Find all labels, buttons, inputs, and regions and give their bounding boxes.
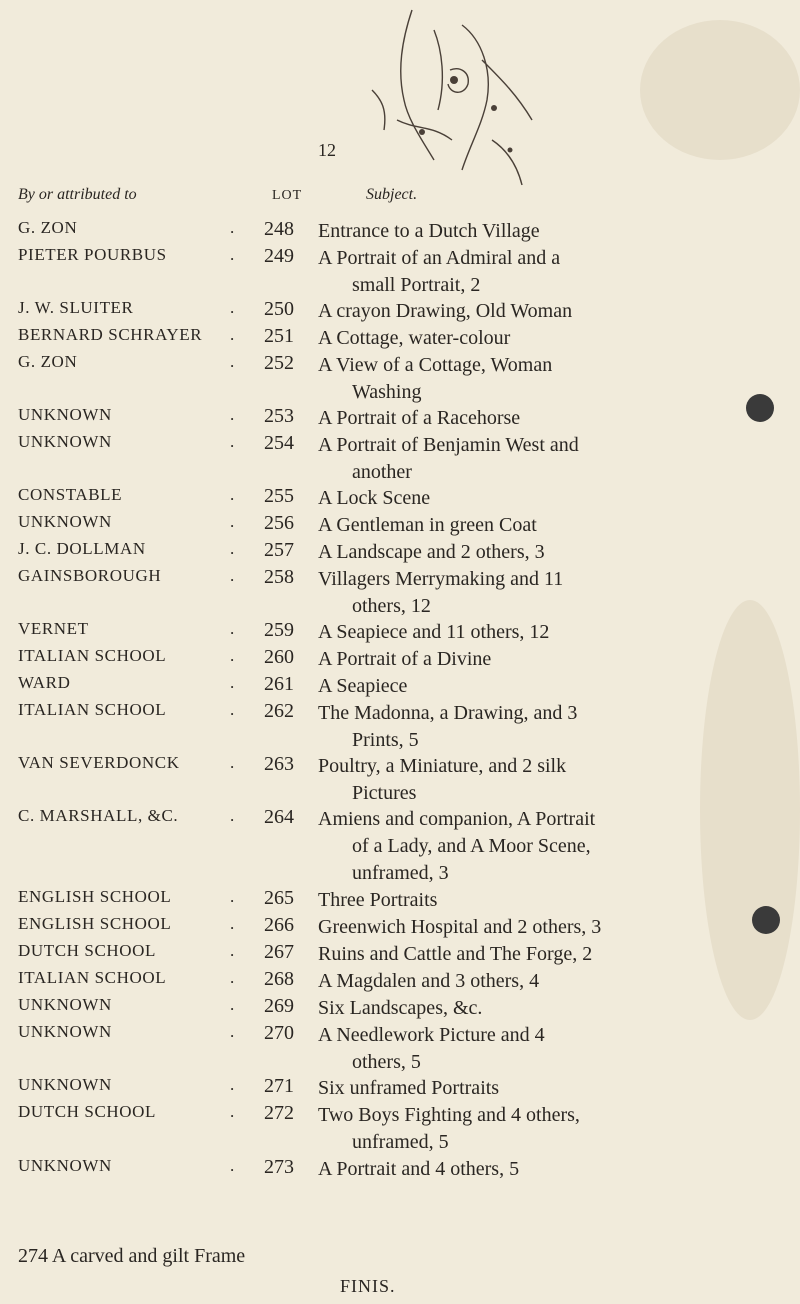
lot-subject-line: Washing xyxy=(352,381,422,403)
lot-subject-line: Six unframed Portraits xyxy=(318,1077,500,1099)
lot-subject xyxy=(318,1102,790,1156)
lot-subject xyxy=(318,1075,790,1102)
lot-subject-line: A Portrait of a Divine xyxy=(318,648,492,670)
lot-subject-line: unframed, 3 xyxy=(352,862,449,884)
artist-column-header: By or attributed to xyxy=(18,186,137,203)
leader-dot: . xyxy=(230,673,235,692)
lot-subject-line: A Portrait and 4 others, 5 xyxy=(318,1158,520,1180)
lot-subject-line: Amiens and companion, A Portrait xyxy=(318,808,596,830)
lot-subject-line: Ruins and Cattle and The Forge, 2 xyxy=(318,943,593,965)
lot-artist: DUTCH SCHOOL xyxy=(18,941,157,960)
leader-dot: . xyxy=(230,1102,235,1121)
lot-subject xyxy=(318,485,790,512)
leader-dot: . xyxy=(230,539,235,558)
lot-subject xyxy=(318,646,790,673)
lot-subject xyxy=(318,941,790,968)
lot-artist: UNKNOWN xyxy=(18,1156,112,1175)
lot-number: 248 xyxy=(264,218,294,240)
lot-artist: G. ZON xyxy=(18,352,78,371)
lot-subject-line: A Portrait of a Racehorse xyxy=(318,407,521,429)
lot-subject-line: Poultry, a Miniature, and 2 silk xyxy=(318,755,567,777)
lot-subject xyxy=(318,566,790,620)
lot-number: 266 xyxy=(264,914,294,936)
lot-artist: UNKNOWN xyxy=(18,1022,112,1041)
leader-dot: . xyxy=(230,968,235,987)
lot-column-header: LOT xyxy=(272,188,303,203)
lot-number: 259 xyxy=(264,619,294,641)
lot-subject-line: A Gentleman in green Coat xyxy=(318,514,537,536)
lot-subject-line: Villagers Merrymaking and 11 xyxy=(318,568,564,590)
lot-subject-line: Entrance to a Dutch Village xyxy=(318,220,540,242)
lot-number: 267 xyxy=(264,941,294,963)
lot-subject xyxy=(318,298,790,325)
lot-subject-line: A Cottage, water-colour xyxy=(318,327,511,349)
lot-subject xyxy=(318,1156,790,1183)
lot-number: 254 xyxy=(264,432,294,454)
lot-artist: ITALIAN SCHOOL xyxy=(18,968,167,987)
lot-artist: DUTCH SCHOOL xyxy=(18,1102,157,1121)
lot-subject-line: A Lock Scene xyxy=(318,487,431,509)
leader-dot: . xyxy=(230,646,235,665)
lot-number: 272 xyxy=(264,1102,294,1124)
lot-artist: ITALIAN SCHOOL xyxy=(18,700,167,719)
leader-dot: . xyxy=(230,806,235,825)
lot-number: 265 xyxy=(264,887,294,909)
lot-subject-line: A Seapiece and 11 others, 12 xyxy=(318,621,550,643)
leader-dot: . xyxy=(230,485,235,504)
lot-subject-line: Two Boys Fighting and 4 others, xyxy=(318,1104,580,1126)
margin-ornament xyxy=(746,394,774,422)
lot-artist: UNKNOWN xyxy=(18,512,112,531)
lot-subject-line: A Portrait of Benjamin West and xyxy=(318,434,579,456)
lot-number: 257 xyxy=(264,539,294,561)
lot-artist: BERNARD SCHRAYER xyxy=(18,325,203,344)
lot-artist: UNKNOWN xyxy=(18,995,112,1014)
lot-subject xyxy=(318,887,790,914)
lot-subject-line: A crayon Drawing, Old Woman xyxy=(318,300,573,322)
lot-artist: PIETER POURBUS xyxy=(18,245,167,264)
lot-number: 249 xyxy=(264,245,294,267)
lot-artist: J. W. SLUITER xyxy=(18,298,134,317)
lot-subject xyxy=(318,539,790,566)
lot-subject-line: small Portrait, 2 xyxy=(352,274,481,296)
lot-number: 270 xyxy=(264,1022,294,1044)
lot-number: 255 xyxy=(264,485,294,507)
lot-artist: J. C. DOLLMAN xyxy=(18,539,146,558)
lot-subject xyxy=(318,512,790,539)
leader-dot: . xyxy=(230,218,235,237)
lot-number: 258 xyxy=(264,566,294,588)
lot-number: 268 xyxy=(264,968,294,990)
lot-subject-line: A Portrait of an Admiral and a xyxy=(318,247,561,269)
margin-ornament xyxy=(752,906,780,934)
lot-subject xyxy=(318,1022,790,1076)
lot-subject-line: A View of a Cottage, Woman xyxy=(318,354,553,376)
lot-subject-line: Greenwich Hospital and 2 others, 3 xyxy=(318,916,602,938)
lot-subject xyxy=(318,218,790,245)
final-lot-entry: 274 A carved and gilt Frame xyxy=(18,1245,246,1267)
lot-subject-line: A Magdalen and 3 others, 4 xyxy=(318,970,540,992)
lot-subject-line: Pictures xyxy=(352,782,417,804)
leader-dot: . xyxy=(230,995,235,1014)
subject-column-header: Subject. xyxy=(366,186,418,203)
leader-dot: . xyxy=(230,405,235,424)
leader-dot: . xyxy=(230,619,235,638)
lot-number: 250 xyxy=(264,298,294,320)
lot-subject xyxy=(318,432,790,486)
lot-number: 271 xyxy=(264,1075,294,1097)
lot-subject xyxy=(318,673,790,700)
leader-dot: . xyxy=(230,352,235,371)
lot-subject-line: of a Lady, and A Moor Scene, xyxy=(352,835,591,857)
lot-artist: UNKNOWN xyxy=(18,432,112,451)
leader-dot: . xyxy=(230,753,235,772)
lot-subject-line: Prints, 5 xyxy=(352,729,419,751)
lot-number: 260 xyxy=(264,646,294,668)
lot-subject-line: Six Landscapes, &c. xyxy=(318,997,483,1019)
lot-number: 264 xyxy=(264,806,294,828)
lot-artist: UNKNOWN xyxy=(18,1075,112,1094)
leader-dot: . xyxy=(230,298,235,317)
lot-number: 261 xyxy=(264,673,294,695)
lot-number: 256 xyxy=(264,512,294,534)
lot-subject-line: The Madonna, a Drawing, and 3 xyxy=(318,702,578,724)
leader-dot: . xyxy=(230,432,235,451)
lot-subject xyxy=(318,995,790,1022)
lot-number: 273 xyxy=(264,1156,294,1178)
lot-artist: ENGLISH SCHOOL xyxy=(18,914,172,933)
lot-number: 263 xyxy=(264,753,294,775)
leader-dot: . xyxy=(230,700,235,719)
lot-artist: VAN SEVERDONCK xyxy=(18,753,180,772)
lot-artist: C. MARSHALL, &C. xyxy=(18,806,179,825)
lot-subject xyxy=(318,352,790,406)
lot-artist: ENGLISH SCHOOL xyxy=(18,887,172,906)
lot-artist: G. ZON xyxy=(18,218,78,237)
lot-subject xyxy=(318,245,790,299)
leader-dot: . xyxy=(230,1075,235,1094)
lot-artist: CONSTABLE xyxy=(18,485,123,504)
lot-artist: WARD xyxy=(18,673,71,692)
lot-artist: VERNET xyxy=(18,619,89,638)
lot-subject-line: others, 12 xyxy=(352,595,431,617)
lot-subject-line: A Needlework Picture and 4 xyxy=(318,1024,545,1046)
lot-subject-line: others, 5 xyxy=(352,1051,421,1073)
leader-dot: . xyxy=(230,245,235,264)
lot-number: 252 xyxy=(264,352,294,374)
lot-subject xyxy=(318,914,790,941)
lot-artist: UNKNOWN xyxy=(18,405,112,424)
lot-subject-line: A Landscape and 2 others, 3 xyxy=(318,541,545,563)
leader-dot: . xyxy=(230,887,235,906)
lot-subject xyxy=(318,700,790,754)
lot-subject xyxy=(318,968,790,995)
lot-number: 251 xyxy=(264,325,294,347)
lot-subject xyxy=(318,405,790,432)
lot-subject xyxy=(318,619,790,646)
lot-subject xyxy=(318,325,790,352)
leader-dot: . xyxy=(230,512,235,531)
lot-subject-line: unframed, 5 xyxy=(352,1131,449,1153)
lot-artist: GAINSBOROUGH xyxy=(18,566,162,585)
leader-dot: . xyxy=(230,1156,235,1175)
engraved-figure-illustration xyxy=(342,0,572,190)
leader-dot: . xyxy=(230,914,235,933)
finis-mark: FINIS. xyxy=(340,1276,396,1296)
leader-dot: . xyxy=(230,325,235,344)
lot-subject-line: Three Portraits xyxy=(318,889,438,911)
lot-artist: ITALIAN SCHOOL xyxy=(18,646,167,665)
leader-dot: . xyxy=(230,941,235,960)
page-number: 12 xyxy=(318,140,336,160)
lot-subject-line: A Seapiece xyxy=(318,675,408,697)
lot-number: 262 xyxy=(264,700,294,722)
paper-stain xyxy=(640,20,800,160)
lot-subject xyxy=(318,753,790,807)
lot-subject xyxy=(318,806,790,887)
lot-subject-line: another xyxy=(352,461,412,483)
leader-dot: . xyxy=(230,566,235,585)
lot-number: 269 xyxy=(264,995,294,1017)
lot-number: 253 xyxy=(264,405,294,427)
leader-dot: . xyxy=(230,1022,235,1041)
